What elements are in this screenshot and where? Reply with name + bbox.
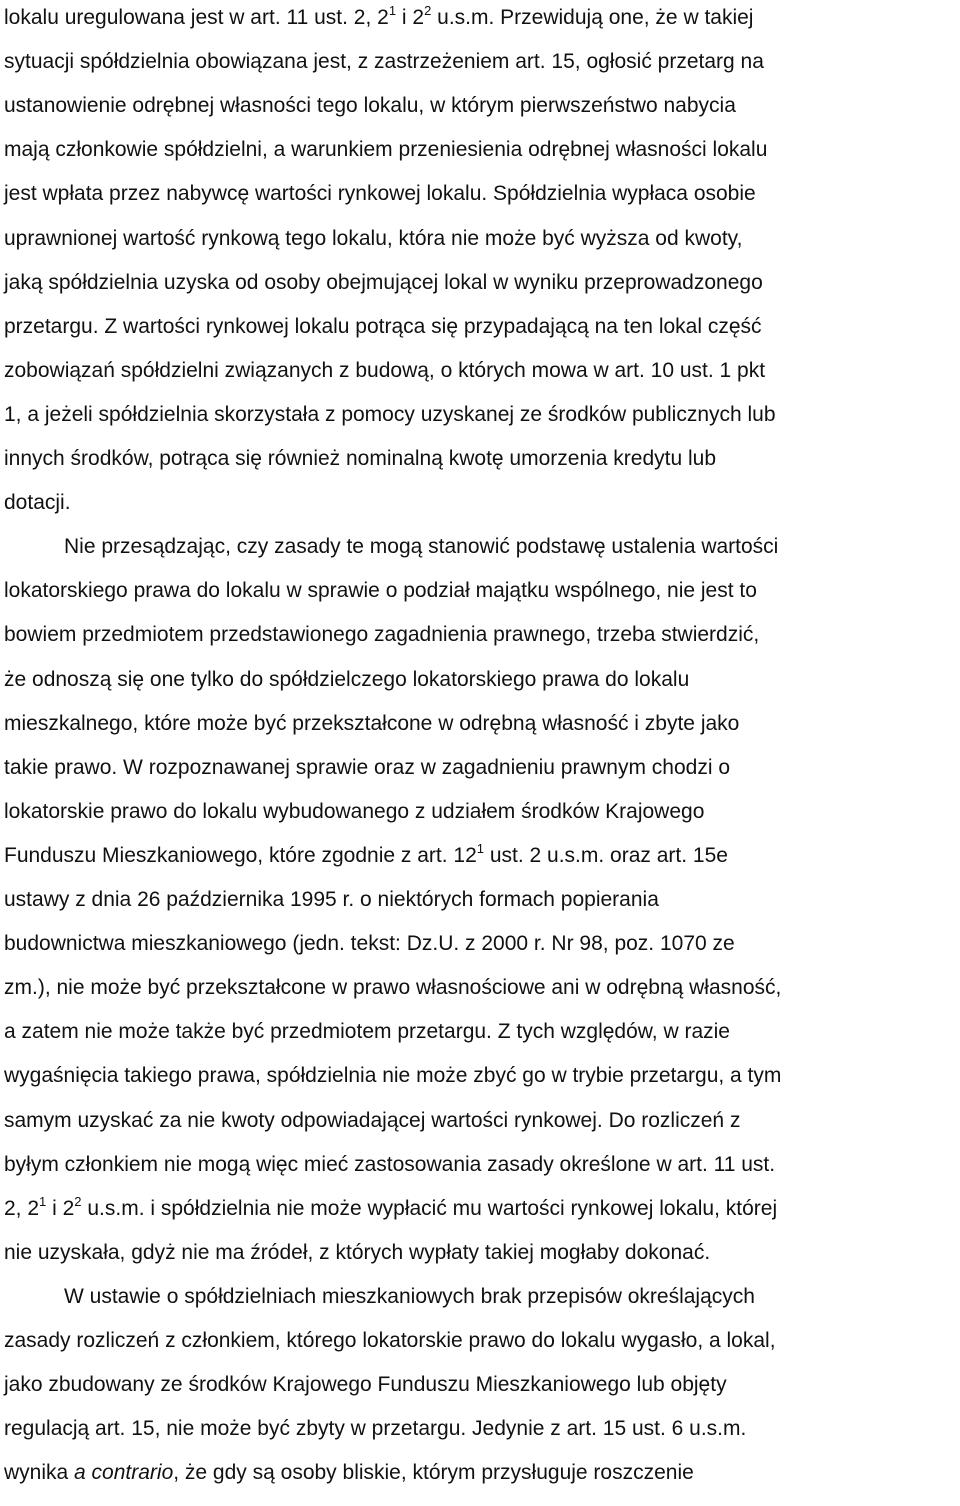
text-span: zobowiązań spółdzielni związanych z budową, o których mowa w art. 10 ust. 1 pkt bbox=[4, 358, 766, 382]
text-line bbox=[4, 305, 762, 349]
text-span: sytuacji spółdzielnia obowiązana jest, z zastrzeżeniem art. 15, ogłosić przetarg na bbox=[4, 50, 764, 74]
italic-text: a contrario bbox=[74, 1461, 174, 1485]
text-span: dotacji. bbox=[4, 491, 71, 515]
text-line bbox=[4, 40, 764, 84]
text-line bbox=[4, 128, 767, 172]
text-span: takie prawo. W rozpoznawanej sprawie oraz w zagadnieniu prawnym chodzi o bbox=[4, 755, 731, 779]
text-span: ust. 2 u.s.m. oraz art. 15e bbox=[484, 843, 728, 867]
text-span: byłym członkiem nie mogą więc mieć zastosowania zasady określone w art. 11 ust. bbox=[4, 1152, 776, 1176]
text-line bbox=[4, 1363, 727, 1407]
text-span: regulacją art. 15, nie może być zbyty w przetargu. Jedynie z art. 15 ust. 6 u.s.m. bbox=[4, 1417, 747, 1441]
superscript: 1 bbox=[476, 840, 484, 856]
text-line bbox=[4, 966, 781, 1010]
text-line bbox=[4, 1407, 746, 1451]
superscript: 2 bbox=[74, 1193, 82, 1209]
text-line bbox=[4, 1231, 710, 1275]
superscript: 2 bbox=[424, 3, 432, 18]
text-line bbox=[4, 1054, 781, 1098]
text-line bbox=[4, 1319, 776, 1363]
text-span: bowiem przedmiotem przedstawionego zagadnienia prawnego, trzeba stwierdzić, bbox=[4, 623, 760, 647]
text-span: u.s.m. i spółdzielnia nie może wypłacić mu wartości rynkowej lokalu, której bbox=[81, 1196, 778, 1220]
text-span: wynika bbox=[4, 1461, 75, 1485]
text-span: zasady rozliczeń z członkiem, którego lokatorskie prawo do lokalu wygasło, a lokal, bbox=[4, 1329, 776, 1352]
text-line bbox=[4, 746, 730, 790]
text-span: , że gdy są osoby bliskie, którym przysługuje roszczenie bbox=[173, 1461, 694, 1485]
text-line bbox=[4, 393, 776, 437]
text-line bbox=[4, 437, 716, 481]
text-span: u.s.m. Przewidują one, że w takiej bbox=[431, 6, 754, 29]
text-line bbox=[4, 878, 659, 922]
text-line bbox=[4, 261, 763, 305]
text-span: i 2 bbox=[396, 6, 425, 29]
text-span: uprawnionej wartość rynkową tego lokalu, która nie może być wyższa od kwoty, bbox=[4, 226, 743, 250]
text-line bbox=[4, 1099, 740, 1143]
text-span: jaką spółdzielnia uzyska od osoby obejmującej lokal w wyniku przeprowadzonego bbox=[4, 270, 763, 294]
text-line bbox=[4, 569, 757, 613]
text-span: lokalu uregulowana jest w art. 11 ust. 2, 2 bbox=[4, 6, 389, 29]
text-span: przetargu. Z wartości rynkowej lokalu potrąca się przypadającą na ten lokal część bbox=[4, 314, 762, 338]
text-span: W ustawie o spółdzielniach mieszkaniowych brak przepisów określających bbox=[64, 1284, 755, 1308]
superscript: 1 bbox=[388, 3, 397, 18]
text-span: Nie przesądzając, czy zasady te mogą stanowić podstawę ustalenia wartości bbox=[64, 535, 779, 559]
text-span: a zatem nie może także być przedmiotem przetargu. Z tych względów, w razie bbox=[4, 1020, 730, 1044]
text-line bbox=[4, 481, 71, 525]
text-span: że odnoszą się one tylko do spółdzielczego lokatorskiego prawa do lokalu bbox=[4, 667, 690, 691]
text-line bbox=[4, 834, 728, 878]
text-line bbox=[4, 349, 765, 393]
text-span: ustanowienie odrębnej własności tego lokalu, w którym pierwszeństwo nabycia bbox=[4, 94, 736, 118]
text-span: Funduszu Mieszkaniowego, które zgodnie z art. 12 bbox=[4, 843, 477, 867]
text-line bbox=[4, 172, 756, 216]
text-span: lokatorskiego prawa do lokalu w sprawie o podział majątku wspólnego, nie jest to bbox=[4, 579, 757, 603]
text-span: zm.), nie może być przekształcone w prawo własnościowe ani w odrębną własność, bbox=[4, 976, 782, 1000]
text-span: jako zbudowany ze środków Krajowego Funduszu Mieszkaniowego lub objęty bbox=[4, 1373, 727, 1397]
text-span: ustawy z dnia 26 października 1995 r. o niektórych formach popierania bbox=[4, 888, 659, 911]
text-span: 2, 2 bbox=[4, 1196, 40, 1220]
superscript: 1 bbox=[39, 1193, 47, 1209]
text-span: wygaśnięcia takiego prawa, spółdzielnia nie może zbyć go w trybie przetargu, a tym bbox=[4, 1064, 782, 1088]
text-line bbox=[4, 84, 736, 128]
text-line bbox=[64, 525, 778, 569]
text-span: mają członkowie spółdzielni, a warunkiem przeniesienia odrębnej własności lokalu bbox=[4, 138, 768, 162]
text-line bbox=[4, 1010, 730, 1054]
text-span: nie uzyskała, gdyż nie ma źródeł, z których wypłaty takiej mogłaby dokonać. bbox=[4, 1240, 711, 1264]
text-line bbox=[4, 922, 735, 966]
text-line bbox=[64, 1275, 755, 1319]
text-line bbox=[4, 790, 704, 834]
text-span: i 2 bbox=[46, 1196, 75, 1220]
text-span: jest wpłata przez nabywcę wartości rynkowej lokalu. Spółdzielnia wypłaca osobie bbox=[4, 182, 756, 206]
text-span: samym uzyskać za nie kwoty odpowiadającej wartości rynkowej. Do rozliczeń z bbox=[4, 1108, 741, 1132]
text-line bbox=[4, 1451, 694, 1495]
text-span: lokatorskie prawo do lokalu wybudowanego z udziałem środków Krajowego bbox=[4, 799, 705, 823]
text-line bbox=[4, 217, 742, 261]
text-line bbox=[4, 1187, 777, 1231]
text-line bbox=[4, 702, 739, 746]
text-span: mieszkalnego, które może być przekształcone w odrębną własność i zbyte jako bbox=[4, 711, 740, 735]
text-line bbox=[4, 658, 689, 702]
text-span: 1, a jeżeli spółdzielnia skorzystała z pomocy uzyskanej ze środków publicznych lub bbox=[4, 402, 776, 426]
text-line bbox=[4, 0, 753, 40]
text-line bbox=[4, 613, 759, 657]
text-span: budownictwa mieszkaniowego (jedn. tekst: Dz.U. z 2000 r. Nr 98, poz. 1070 ze bbox=[4, 932, 735, 956]
text-line bbox=[4, 1143, 775, 1187]
text-span: innych środków, potrąca się również nominalną kwotę umorzenia kredytu lub bbox=[4, 447, 717, 470]
